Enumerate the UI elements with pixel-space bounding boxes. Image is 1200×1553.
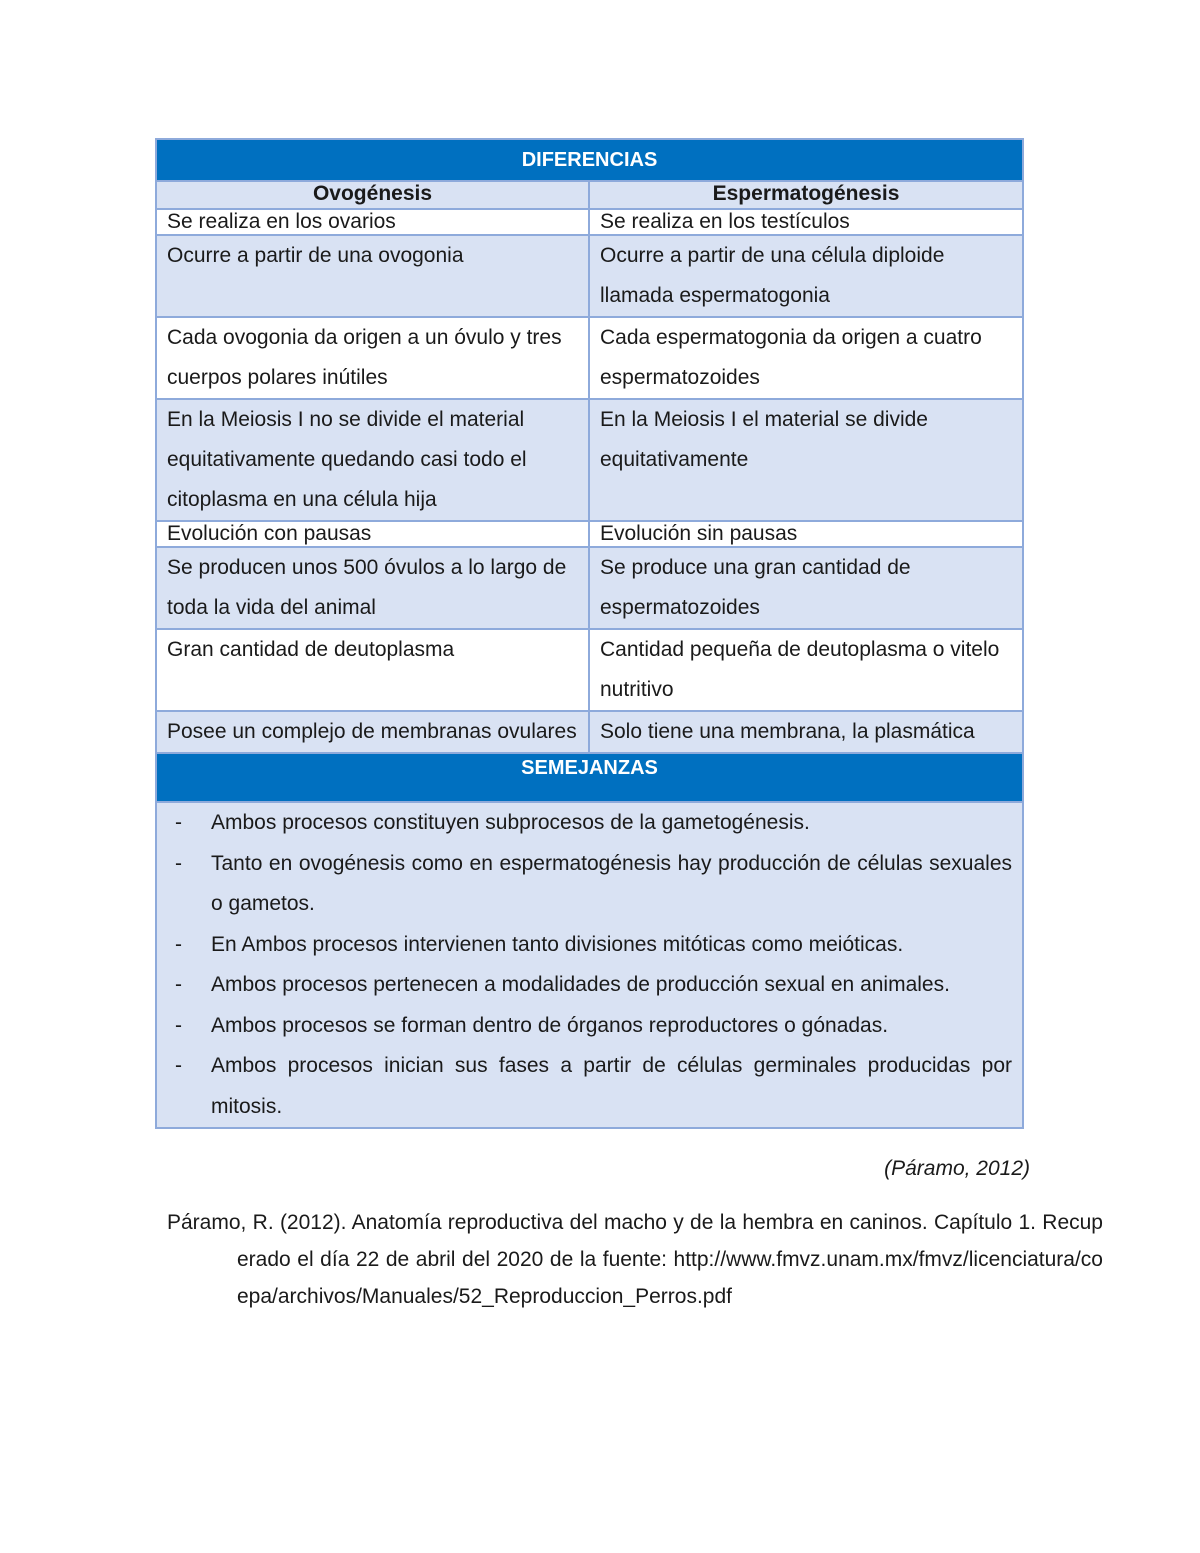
- diferencias-header-row: [156, 139, 1023, 181]
- bullet-dash: -: [175, 932, 182, 956]
- list-item-text: Ambos procesos se forman dentro de órganos reproductores o gónadas.: [211, 1013, 889, 1037]
- diferencias-title: DIFERENCIAS: [156, 139, 1023, 181]
- column-header-ovogenesis: Ovogénesis: [156, 181, 589, 209]
- comparison-table: [155, 138, 1024, 1129]
- list-item-text: Ambos procesos inician sus fases a partir de células germinales producidas por mitosis.: [211, 1054, 1013, 1118]
- list-item: [167, 803, 1012, 844]
- reference-entry: [167, 1204, 1103, 1315]
- table-row: [156, 547, 1023, 629]
- table-row: [156, 629, 1023, 711]
- table-row: [156, 521, 1023, 547]
- semejanzas-list: [167, 803, 1012, 1127]
- semejanzas-title: SEMEJANZAS: [156, 753, 1023, 802]
- table-cell: En la Meiosis I el material se divide equitativamente: [589, 399, 1023, 521]
- table-row: [156, 235, 1023, 317]
- table-cell: Gran cantidad de deutoplasma: [156, 629, 589, 711]
- table-cell: Se produce una gran cantidad de espermatozoides: [589, 547, 1023, 629]
- bullet-dash: -: [175, 851, 182, 875]
- list-item-text: Ambos procesos pertenecen a modalidades de producción sexual en animales.: [211, 973, 950, 996]
- table-cell: Evolución sin pausas: [589, 521, 1023, 547]
- list-item-text: Tanto en ovogénesis como en espermatogénesis hay producción de células sexuales o gametos.: [211, 851, 1013, 915]
- list-item: [167, 1046, 1012, 1127]
- list-item: [167, 1006, 1012, 1047]
- list-item-text: Ambos procesos constituyen subprocesos de la gametogénesis.: [211, 811, 810, 834]
- table-cell: Evolución con pausas: [156, 521, 589, 547]
- table-cell: En la Meiosis I no se divide el material equitativamente quedando casi todo el citoplasma en una célula hija: [156, 399, 589, 521]
- citation: (Páramo, 2012): [884, 1157, 1030, 1180]
- table-cell: Se realiza en los ovarios: [156, 209, 589, 235]
- list-item: [167, 965, 1012, 1006]
- semejanzas-header-row: [156, 753, 1023, 802]
- column-header-espermatogenesis: Espermatogénesis: [589, 181, 1023, 209]
- table-cell: Se producen unos 500 óvulos a lo largo de toda la vida del animal: [156, 547, 589, 629]
- table-row: [156, 209, 1023, 235]
- table-cell: Ocurre a partir de una ovogonia: [156, 235, 589, 317]
- bullet-dash: -: [175, 973, 182, 996]
- table-cell: Cada espermatogonia da origen a cuatro espermatozoides: [589, 317, 1023, 399]
- table-cell: Se realiza en los testículos: [589, 209, 1023, 235]
- column-header-row: [156, 181, 1023, 209]
- list-item: [167, 925, 1012, 966]
- table-row: [156, 399, 1023, 521]
- table-cell: Solo tiene una membrana, la plasmática: [589, 711, 1023, 753]
- table-cell: Cada ovogonia da origen a un óvulo y tres cuerpos polares inútiles: [156, 317, 589, 399]
- table-cell: Posee un complejo de membranas ovulares: [156, 711, 589, 753]
- list-item-text: En Ambos procesos intervienen tanto divisiones mitóticas como meióticas.: [211, 932, 904, 956]
- bullet-dash: -: [175, 1013, 182, 1037]
- bullet-dash: -: [175, 811, 182, 834]
- list-item: [167, 844, 1012, 925]
- table-cell: Cantidad pequeña de deutoplasma o vitelo nutritivo: [589, 629, 1023, 711]
- table-row: [156, 317, 1023, 399]
- reference-url[interactable]: http://www.fmvz.unam.mx/fmvz/licenciatura/coepa/archivos/Manuales/52_Reproduccion_Perros.pdf: [237, 1248, 1103, 1308]
- table-row: [156, 711, 1023, 753]
- semejanzas-row: [156, 802, 1023, 1128]
- bullet-dash: -: [175, 1054, 182, 1077]
- table-cell: Ocurre a partir de una célula diploide llamada espermatogonia: [589, 235, 1023, 317]
- reference-text: Páramo, R. (2012). Anatomía reproductiva del macho y de la hembra en caninos. Capítulo 1. Recuperado el día 22 de abril del 2020 de la fuente:: [167, 1211, 1103, 1271]
- semejanzas-cell: [156, 802, 1023, 1128]
